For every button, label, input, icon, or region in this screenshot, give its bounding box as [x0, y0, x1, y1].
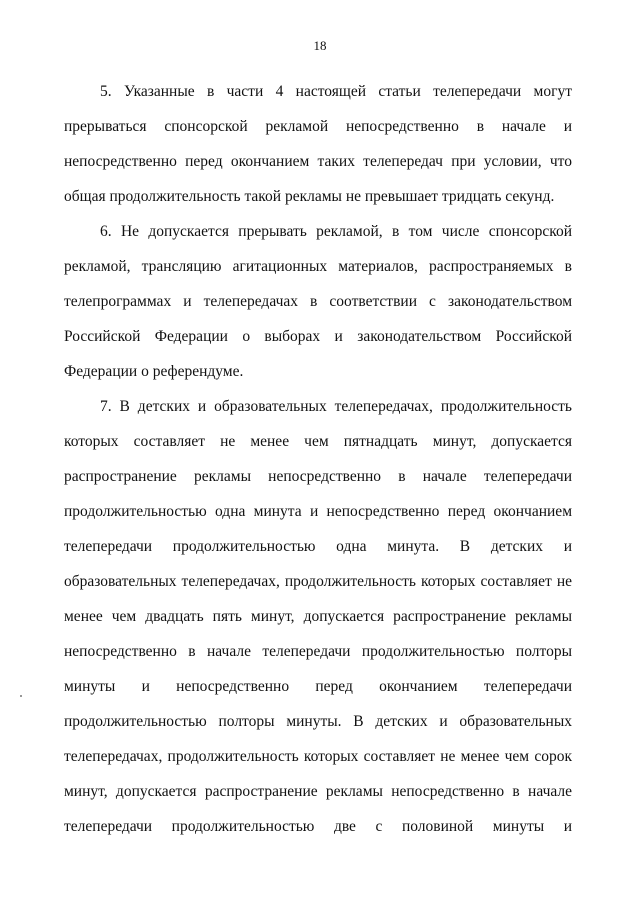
text-line: телепередачи продолжительностью одна минута. В детских и: [64, 538, 572, 555]
text-line: продолжительностью одна минута и непосредственно перед окончанием: [64, 503, 572, 520]
text-line: 5. Указанные в части 4 настоящей статьи телепередачи могут: [100, 83, 572, 100]
text-line: 6. Не допускается прерывать рекламой, в том числе спонсорской: [100, 223, 572, 240]
text-line: минуты и непосредственно перед окончанием телепередачи: [64, 678, 572, 695]
body-text: [64, 74, 572, 844]
paragraph-5: [64, 74, 572, 214]
text-line: продолжительностью полторы минуты. В детских и образовательных: [64, 713, 572, 730]
text-line: распространение рекламы непосредственно в начале телепередачи: [64, 468, 572, 485]
text-line: Российской Федерации о выборах и законодательством Российской: [64, 328, 572, 345]
text-line: общая продолжительность такой рекламы не превышает тридцать секунд.: [64, 188, 555, 205]
text-line: телепередачи продолжительностью две с половиной минуты и: [64, 818, 572, 835]
text-line: непосредственно перед окончанием таких телепередач при условии, что: [64, 153, 572, 170]
text-line: рекламой, трансляцию агитационных материалов, распространяемых в: [64, 258, 572, 275]
paragraph-6: [64, 214, 572, 389]
margin-speck: [20, 695, 22, 697]
text-line: Федерации о референдуме.: [64, 363, 244, 380]
text-line: непосредственно в начале телепередачи продолжительностью полторы: [64, 643, 572, 660]
text-line: которых составляет не менее чем пятнадцать минут, допускается: [64, 433, 572, 450]
text-line: телепрограммах и телепередачах в соответствии с законодательством: [64, 293, 572, 310]
text-line: прерываться спонсорской рекламой непосредственно в начале и: [64, 118, 572, 135]
text-line: 7. В детских и образовательных телепередачах, продолжительность: [100, 398, 572, 415]
text-line: образовательных телепередачах, продолжительность которых составляет не: [64, 573, 572, 590]
page-number: 18: [313, 38, 327, 53]
text-line: менее чем двадцать пять минут, допускается распространение рекламы: [64, 608, 572, 625]
paragraph-7: [64, 389, 572, 844]
text-line: телепередачах, продолжительность которых составляет не менее чем сорок: [64, 748, 572, 765]
text-line: минут, допускается распространение рекламы непосредственно в начале: [64, 783, 572, 800]
